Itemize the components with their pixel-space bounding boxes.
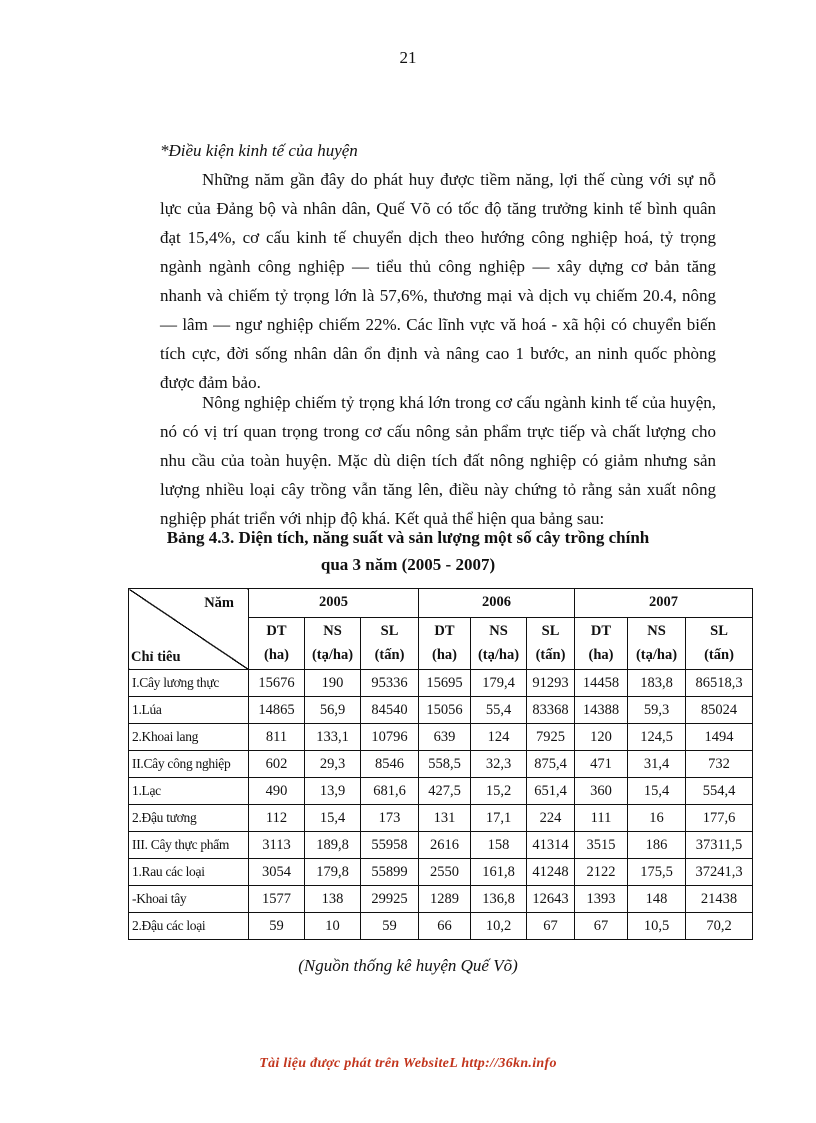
table-cell: 2122 [575,859,628,886]
table-cell: 10,2 [471,913,527,940]
metric-header [575,617,628,669]
table-cell: 59,3 [628,697,686,724]
table-cell: 15,4 [628,778,686,805]
row-label: 2.Đậu các loại [129,913,249,940]
table-cell: 7925 [527,724,575,751]
table-cell: 15,2 [471,778,527,805]
table-cell: 67 [575,913,628,940]
table-cell: 3515 [575,832,628,859]
table-cell: 15676 [249,670,305,697]
row-label: 1.Lạc [129,778,249,805]
table-row [129,697,753,724]
table-cell: 224 [527,805,575,832]
row-label: 2.Đậu tương [129,805,249,832]
metric-header [628,617,686,669]
table-cell: 14388 [575,697,628,724]
table-cell: 31,4 [628,751,686,778]
table-cell: 148 [628,886,686,913]
year-header: 2007 [575,589,753,618]
table-cell: 12643 [527,886,575,913]
table-cell: 91293 [527,670,575,697]
table-cell: 732 [686,751,753,778]
table-cell: 14458 [575,670,628,697]
table-subtitle: qua 3 năm (2005 - 2007) [320,555,496,574]
table-cell: 111 [575,805,628,832]
table-cell: 189,8 [305,832,361,859]
metric-name: DT [434,623,455,640]
table-cell: 112 [249,805,305,832]
table-cell: 639 [419,724,471,751]
metric-header [249,617,305,669]
table-cell: 1289 [419,886,471,913]
table-cell: 13,9 [305,778,361,805]
table-body [129,589,753,940]
metric-unit: (ha) [588,647,614,664]
table-row [129,670,753,697]
row-label: II.Cây công nghiệp [129,751,249,778]
year-header: 2006 [419,589,575,618]
source-note: (Nguồn thống kê huyện Quế Võ) [298,956,518,975]
table-cell: 138 [305,886,361,913]
table-row [129,886,753,913]
table-cell: 84540 [361,697,419,724]
table-cell: 1393 [575,886,628,913]
metric-header [361,617,419,669]
table-cell: 85024 [686,697,753,724]
table-cell: 811 [249,724,305,751]
table-row [129,724,753,751]
table-cell: 10 [305,913,361,940]
table-cell: 3113 [249,832,305,859]
table-cell: 158 [471,832,527,859]
table-cell: 1494 [686,724,753,751]
table-cell: 55,4 [471,697,527,724]
table-row [129,859,753,886]
row-label: 2.Khoai lang [129,724,249,751]
table-cell: 66 [419,913,471,940]
row-label: 1.Rau các loại [129,859,249,886]
row-label: 1.Lúa [129,697,249,724]
table-cell: 183,8 [628,670,686,697]
table-cell: 41248 [527,859,575,886]
metric-name: NS [323,623,342,640]
table-cell: 37241,3 [686,859,753,886]
table-cell: 651,4 [527,778,575,805]
header-corner-cell [129,589,249,670]
table-cell: 175,5 [628,859,686,886]
table-cell: 471 [575,751,628,778]
header-indicator-label: Chỉ tiêu [131,649,181,665]
table-cell: 360 [575,778,628,805]
header-year-label: Năm [204,595,234,611]
table-cell: 55899 [361,859,419,886]
row-label: -Khoai tây [129,886,249,913]
metric-name: SL [380,623,399,640]
table-row [129,778,753,805]
table-cell: 14865 [249,697,305,724]
table-cell: 124 [471,724,527,751]
metric-unit: (ha) [264,647,289,664]
table-cell: 131 [419,805,471,832]
year-header: 2005 [249,589,419,618]
metric-header [305,617,361,669]
table-cell: 124,5 [628,724,686,751]
metric-unit: (tạ/ha) [477,647,520,664]
table-title: Bảng 4.3. Diện tích, năng suất và sản lượng một số cây trồng chính [166,528,650,547]
table-cell: 1577 [249,886,305,913]
table-cell: 16 [628,805,686,832]
metric-unit: (tấn) [535,647,566,664]
table-cell: 55958 [361,832,419,859]
metric-unit: (tạ/ha) [635,647,678,664]
table-cell: 15056 [419,697,471,724]
table-cell: 32,3 [471,751,527,778]
table-cell: 2550 [419,859,471,886]
metric-header [471,617,527,669]
table-cell: 15695 [419,670,471,697]
table-cell: 179,8 [305,859,361,886]
table-cell: 29925 [361,886,419,913]
table-cell: 95336 [361,670,419,697]
metric-name: DT [590,623,612,640]
table-cell: 41314 [527,832,575,859]
row-label: III. Cây thực phẩm [129,832,249,859]
table-cell: 427,5 [419,778,471,805]
table-cell: 173 [361,805,419,832]
table-cell: 59 [249,913,305,940]
table-cell: 179,4 [471,670,527,697]
paragraph-2: Nông nghiệp chiếm tỷ trọng khá lớn trong cơ cấu ngành kinh tế của huyện, nó có vị trí quan trọng trong cơ cấu nông sản phẩm trực tiếp và chất lượng cho nhu cầu của toàn huyện. Mặc dù diện tích đất nông nghiệp có giảm nhưng sản lượng nhiều loại cây trồng vẫn tăng lên, điều này chứng tỏ rằng sản xuất nông nghiệp phát triển với nhịp độ khá. Kết quả thể hiện qua bảng sau: [160,393,716,528]
paragraph-1: Những năm gần đây do phát huy được tiềm năng, lợi thế cùng với sự nỗ lực của Đảng bộ và nhân dân, Quế Võ có tốc độ tăng trưởng kinh tế bình quân đạt 15,4%, cơ cấu kinh tế chuyển dịch theo hướng công nghiệp hoá, tỷ trọng ngành ngành công nghiệp — tiểu thủ công nghiệp — xây dựng cơ bản tăng nhanh và chiếm tỷ trọng lớn là 57,6%, thương mại và dịch vụ chiếm 20.4, nông — lâm — ngư nghiệp chiếm 22%. Các lĩnh vực vă hoá - xã hội có chuyển biến tích cực, đời sống nhân dân ổn định và nâng cao 1 bước, an ninh quốc phòng được đảm bảo. [160,170,716,392]
crop-data-table [128,588,753,940]
table-cell: 29,3 [305,751,361,778]
section-heading: *Điều kiện kinh tế của huyện [160,141,358,160]
metric-header [686,617,753,669]
table-cell: 875,4 [527,751,575,778]
table-row [129,913,753,940]
table-cell: 67 [527,913,575,940]
table-row [129,751,753,778]
metric-name: SL [710,623,728,640]
table-cell: 10,5 [628,913,686,940]
metric-unit: (tấn) [704,647,734,664]
table-cell: 554,4 [686,778,753,805]
metric-header [419,617,471,669]
table-cell: 161,8 [471,859,527,886]
metric-name: SL [541,623,560,640]
table-row [129,805,753,832]
metric-unit: (tấn) [374,647,405,664]
row-label: I.Cây lương thực [129,670,249,697]
table-cell: 120 [575,724,628,751]
table-cell: 136,8 [471,886,527,913]
footer-watermark: Tài liệu được phát trên WebsiteL http://36kn.info [259,1056,557,1071]
table-cell: 21438 [686,886,753,913]
table-cell: 602 [249,751,305,778]
table-cell: 17,1 [471,805,527,832]
table-cell: 490 [249,778,305,805]
table-cell: 59 [361,913,419,940]
table-cell: 190 [305,670,361,697]
table-cell: 56,9 [305,697,361,724]
table-cell: 15,4 [305,805,361,832]
table-cell: 70,2 [686,913,753,940]
table-cell: 558,5 [419,751,471,778]
header-row-years [129,589,753,618]
table-cell: 8546 [361,751,419,778]
metric-name: NS [489,623,508,640]
table-cell: 37311,5 [686,832,753,859]
metric-name: DT [266,623,287,640]
metric-unit: (tạ/ha) [311,647,354,664]
metric-name: NS [647,623,666,640]
metric-unit: (ha) [432,647,457,664]
table-cell: 10796 [361,724,419,751]
metric-header [527,617,575,669]
table-row [129,832,753,859]
table-cell: 681,6 [361,778,419,805]
table-cell: 86518,3 [686,670,753,697]
table-cell: 2616 [419,832,471,859]
table-cell: 186 [628,832,686,859]
page-number: 21 [399,48,417,67]
table-cell: 177,6 [686,805,753,832]
table-cell: 3054 [249,859,305,886]
table-cell: 133,1 [305,724,361,751]
table-cell: 83368 [527,697,575,724]
